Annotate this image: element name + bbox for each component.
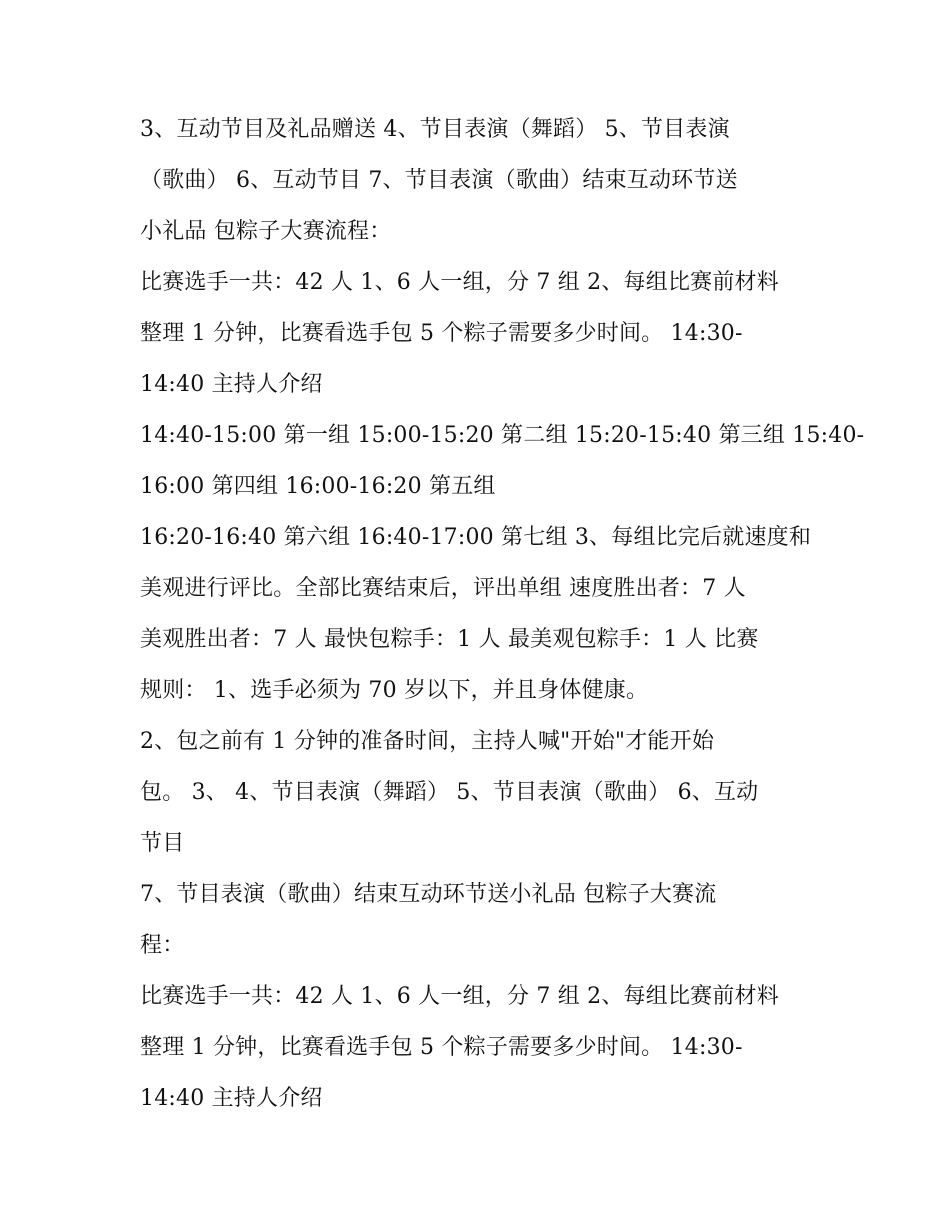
text-line-19: 整理 1 分钟，比赛看选手包 5 个粽子需要多少时间。 14:30- — [140, 1035, 743, 1060]
text-line-4: 比赛选手一共：42 人 1、6 人一组，分 7 组 2、每组比赛前材料 — [140, 270, 779, 295]
text-line-5: 整理 1 分钟，比赛看选手包 5 个粽子需要多少时间。 14:30- — [140, 321, 743, 346]
text-line-9: 16:20-16:40 第六组 16:40-17:00 第七组 3、每组比完后就速度和 — [140, 525, 812, 550]
text-line-11: 美观胜出者：7 人 最快包粽手：1 人 最美观包粽手：1 人 比赛 — [140, 627, 759, 652]
text-line-10: 美观进行评比。全部比赛结束后，评出单组 速度胜出者：7 人 — [140, 576, 746, 601]
text-line-14: 包。 3、 4、节目表演（舞蹈） 5、节目表演（歌曲） 6、互动 — [140, 780, 759, 805]
document-body — [140, 104, 865, 1124]
text-line-17: 程： — [140, 933, 185, 958]
text-line-8: 16:00 第四组 16:00-16:20 第五组 — [140, 474, 496, 499]
text-line-1: 3、互动节目及礼品赠送 4、节目表演（舞蹈） 5、节目表演 — [140, 117, 730, 142]
text-line-2: （歌曲） 6、互动节目 7、节目表演（歌曲）结束互动环节送 — [140, 168, 738, 193]
text-line-15: 节目 — [140, 831, 185, 856]
text-line-18: 比赛选手一共：42 人 1、6 人一组，分 7 组 2、每组比赛前材料 — [140, 984, 779, 1009]
text-line-7: 14:40-15:00 第一组 15:00-15:20 第二组 15:20-15:40 第三组 15:40- — [140, 423, 865, 448]
text-line-6: 14:40 主持人介绍 — [140, 372, 323, 397]
text-line-20: 14:40 主持人介绍 — [140, 1086, 323, 1111]
text-line-3: 小礼品 包粽子大赛流程： — [140, 219, 392, 244]
text-line-16: 7、节目表演（歌曲）结束互动环节送小礼品 包粽子大赛流 — [140, 882, 717, 907]
text-line-13: 2、包之前有 1 分钟的准备时间，主持人喊"开始"才能开始 — [140, 729, 715, 754]
text-line-12: 规则： 1、选手必须为 70 岁以下，并且身体健康。 — [140, 678, 649, 703]
